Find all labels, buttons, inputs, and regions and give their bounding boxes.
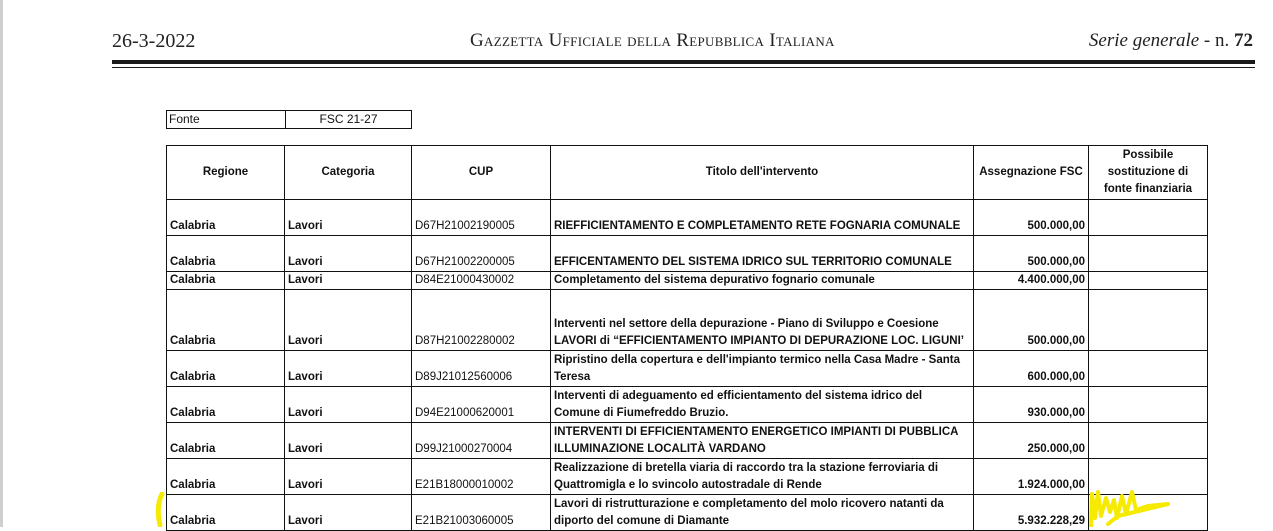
cell-assegnazione: 500.000,00 (974, 236, 1089, 272)
table-row (167, 387, 1208, 423)
cell-regione: Calabria (167, 272, 285, 290)
cell-assegnazione: 500.000,00 (974, 200, 1089, 236)
cell-categoria: Lavori (285, 236, 412, 272)
cell-cup: D84E21000430002 (412, 272, 551, 290)
fonte-label: Fonte (167, 111, 286, 128)
cell-cup: D67H21002200005 (412, 236, 551, 272)
cell-sostituzione (1089, 290, 1208, 351)
cell-sostituzione (1089, 423, 1208, 459)
col-header-cup: CUP (412, 146, 551, 200)
table-row (167, 200, 1208, 236)
cell-titolo: Completamento del sistema depurativo fognario comunale (551, 272, 974, 290)
cell-assegnazione: 1.924.000,00 (974, 459, 1089, 495)
cell-sostituzione (1089, 387, 1208, 423)
cell-titolo: Interventi di adeguamento ed efficientamento del sistema idrico del Comune di Fiumefreddo Bruzio. (551, 387, 974, 423)
table-row (167, 272, 1208, 290)
table-row (167, 495, 1208, 531)
header-title: Gazzetta Ufficiale della Repubblica Italiana (470, 30, 835, 51)
cell-regione: Calabria (167, 351, 285, 387)
cell-categoria: Lavori (285, 200, 412, 236)
cell-cup: D89J21012560006 (412, 351, 551, 387)
cell-regione: Calabria (167, 236, 285, 272)
cell-cup: E21B18000010002 (412, 459, 551, 495)
serie-label: Serie generale (1088, 30, 1200, 51)
page-left-edge (0, 0, 3, 527)
cell-titolo: INTERVENTI DI EFFICIENTAMENTO ENERGETICO IMPIANTI DI PUBBLICA ILLUMINAZIONE LOCALITÀ VARDANO (551, 423, 974, 459)
serie-number: 72 (1234, 30, 1253, 51)
cell-titolo: Interventi nel settore della depurazione - Piano di Sviluppo e Coesione LAVORI di “EFFICIENTAMENTO IMPIANTO DI DEPURAZIONE LOC. LIGUNI’ (551, 290, 974, 351)
cell-regione: Calabria (167, 200, 285, 236)
cell-assegnazione: 4.400.000,00 (974, 272, 1089, 290)
cell-cup: D94E21000620001 (412, 387, 551, 423)
cell-titolo: Ripristino della copertura e dell'impianto termico nella Casa Madre - Santa Teresa (551, 351, 974, 387)
handwritten-signature (1088, 488, 1178, 527)
cell-sostituzione (1089, 200, 1208, 236)
cell-cup: D99J21000270004 (412, 423, 551, 459)
cell-categoria: Lavori (285, 290, 412, 351)
header-date: 26-3-2022 (112, 30, 196, 52)
table-row (167, 236, 1208, 272)
fonte-value: FSC 21-27 (319, 112, 378, 126)
cell-categoria: Lavori (285, 351, 412, 387)
cell-assegnazione: 600.000,00 (974, 351, 1089, 387)
cell-regione: Calabria (167, 459, 285, 495)
table-row (167, 459, 1208, 495)
cell-categoria: Lavori (285, 495, 412, 531)
table-row (167, 290, 1208, 351)
cell-categoria: Lavori (285, 459, 412, 495)
cell-regione: Calabria (167, 423, 285, 459)
cell-cup: E21B21003060005 (412, 495, 551, 531)
cell-assegnazione: 5.932.228,29 (974, 495, 1089, 531)
cell-sostituzione (1089, 272, 1208, 290)
col-header-regione: Regione (167, 146, 285, 200)
cell-titolo: Lavori di ristrutturazione e completamento del molo ricovero natanti da diporto del comune di Diamante (551, 495, 974, 531)
cell-categoria: Lavori (285, 423, 412, 459)
serie-separator: - n. (1199, 30, 1234, 51)
cell-titolo: Realizzazione di bretella viaria di raccordo tra la stazione ferroviaria di Quattromigla e lo svincolo autostradale di Rende (551, 459, 974, 495)
col-header-titolo: Titolo dell'intervento (551, 146, 974, 200)
cell-categoria: Lavori (285, 272, 412, 290)
cell-assegnazione: 250.000,00 (974, 423, 1089, 459)
col-header-categoria: Categoria (285, 146, 412, 200)
cell-assegnazione: 500.000,00 (974, 290, 1089, 351)
cell-regione: Calabria (167, 495, 285, 531)
cell-titolo: RIEFFICIENTAMENTO E COMPLETAMENTO RETE FOGNARIA COMUNALE (551, 200, 974, 236)
header-serie (1089, 30, 1253, 52)
fonte-box (166, 110, 412, 129)
cell-titolo: EFFICENTAMENTO DEL SISTEMA IDRICO SUL TERRITORIO COMUNALE (551, 236, 974, 272)
interventions-table (166, 145, 1208, 531)
cell-regione: Calabria (167, 290, 285, 351)
cell-sostituzione (1089, 236, 1208, 272)
cell-cup: D67H21002190005 (412, 200, 551, 236)
col-header-sostituzione: Possibile sostituzione di fonte finanziaria (1089, 146, 1208, 200)
header-rule-thin (112, 67, 1255, 68)
table-row (167, 423, 1208, 459)
cell-sostituzione (1089, 351, 1208, 387)
table-row (167, 351, 1208, 387)
col-header-assegnazione: Assegnazione FSC (974, 146, 1089, 200)
cell-categoria: Lavori (285, 387, 412, 423)
cell-regione: Calabria (167, 387, 285, 423)
cell-cup: D87H21002280002 (412, 290, 551, 351)
highlighter-mark-left (154, 492, 168, 527)
table-header-row (167, 146, 1208, 200)
cell-assegnazione: 930.000,00 (974, 387, 1089, 423)
header-rule-thick (112, 60, 1255, 64)
